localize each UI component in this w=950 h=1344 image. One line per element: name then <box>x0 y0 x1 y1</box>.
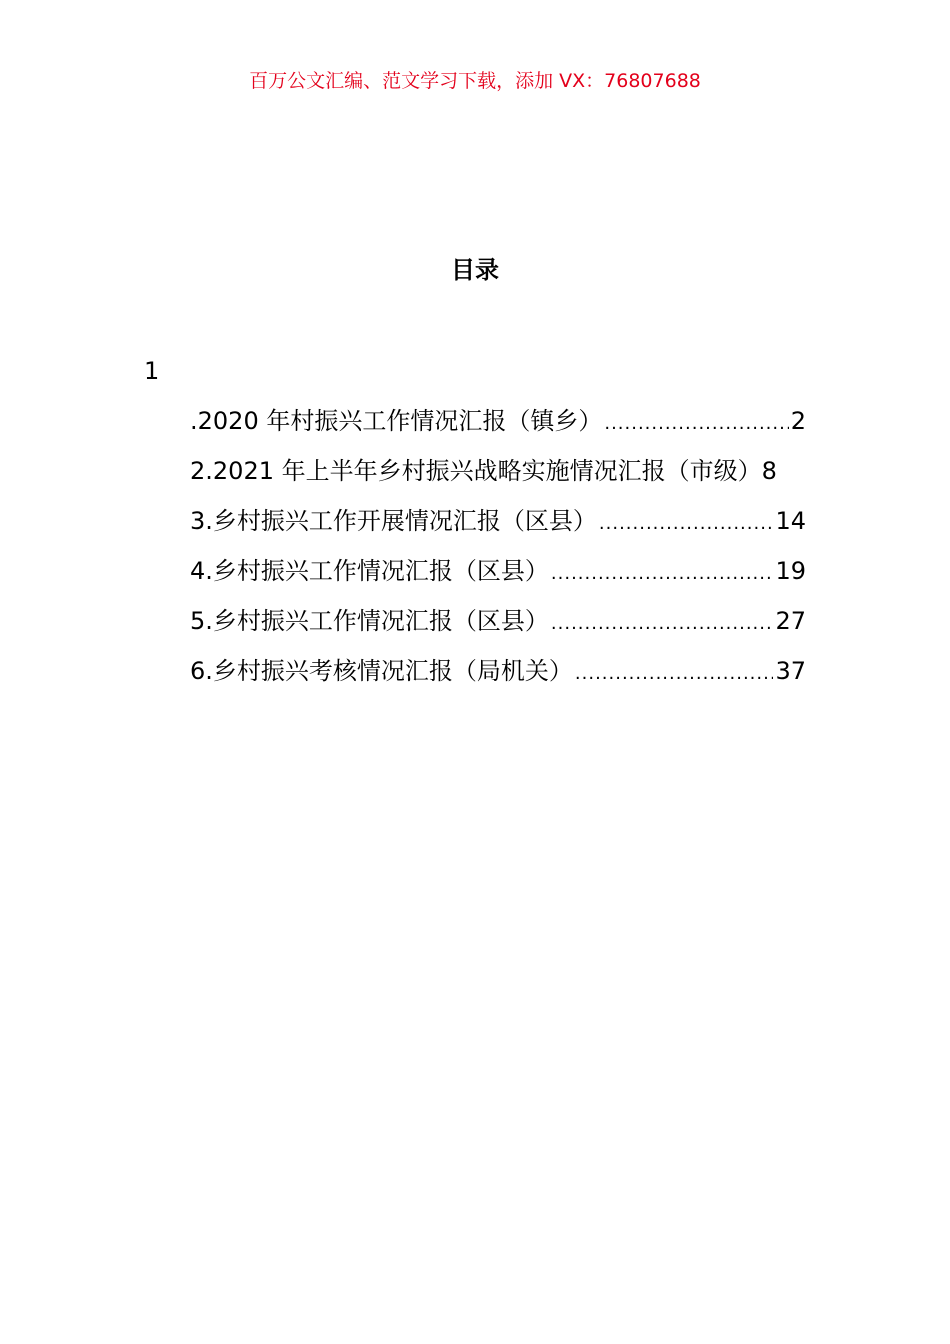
toc-entry-title: .2020 年村振兴工作情况汇报（镇乡） <box>190 407 603 435</box>
toc-title: 目录 <box>451 256 499 284</box>
toc-entry-title: 3.乡村振兴工作开展情况汇报（区县） <box>190 507 597 535</box>
toc-entry-title: 6.乡村振兴考核情况汇报（局机关） <box>190 657 573 685</box>
toc-entry[interactable] <box>190 553 806 603</box>
toc-list <box>190 403 806 703</box>
toc-entry-page: 14 <box>775 507 806 535</box>
toc-entry[interactable] <box>190 453 806 503</box>
toc-dot-leader <box>599 506 774 542</box>
toc-entry-page: 2 <box>790 407 806 435</box>
toc-entry-title: 5.乡村振兴工作情况汇报（区县） <box>190 607 549 635</box>
toc-entry[interactable] <box>190 403 806 453</box>
toc-entry[interactable] <box>190 603 806 653</box>
toc-entry[interactable] <box>190 653 806 703</box>
toc-dot-leader <box>551 556 774 592</box>
toc-entry-title: 2.2021 年上半年乡村振兴战略实施情况汇报（市级） <box>190 457 762 485</box>
toc-entry-page: 19 <box>775 557 806 585</box>
toc-entry-page: 8 <box>761 457 777 485</box>
header-contact-note: 百万公文汇编、范文学习下载，添加 VX：76807688 <box>249 70 701 92</box>
toc-entry-title: 4.乡村振兴工作情况汇报（区县） <box>190 557 549 585</box>
toc-entry-page: 37 <box>775 657 806 685</box>
toc-dot-leader <box>575 656 774 692</box>
toc-dot-leader <box>604 406 788 442</box>
toc-entry[interactable] <box>190 503 806 553</box>
toc-entry-page: 27 <box>775 607 806 635</box>
toc-dot-leader <box>551 606 774 642</box>
toc-leading-number: 1 <box>144 357 160 385</box>
